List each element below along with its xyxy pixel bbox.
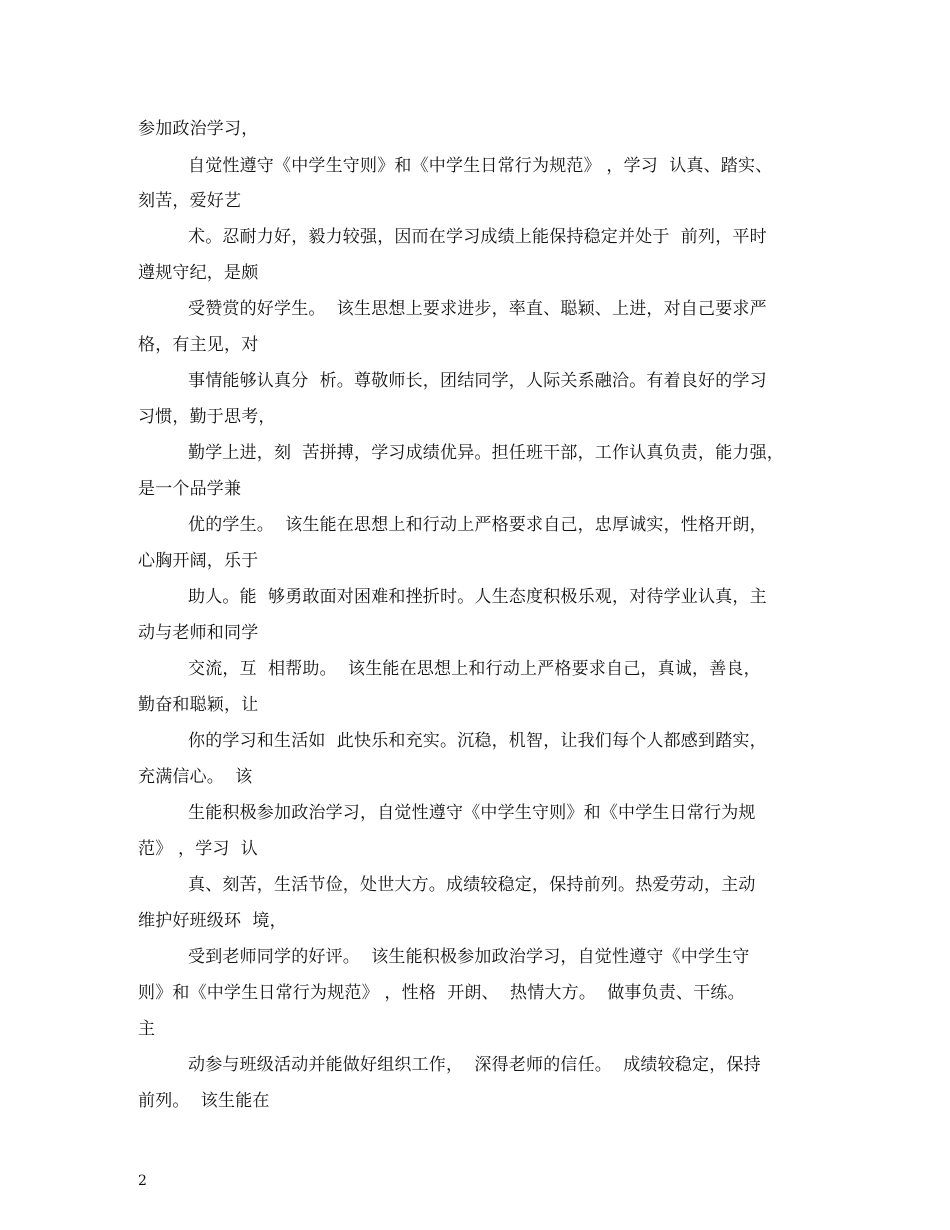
text-line: 习惯，勤于思考，	[138, 407, 276, 427]
text-line: 自觉性遵守《中学生守则》和《中学生日常行为规范》 ，学习 认真、踏实、	[188, 156, 773, 176]
text-line: 交流，互 相帮助。 该生能在思想上和行动上严格要求自己，真诚，善良，	[188, 659, 761, 679]
text-line: 范》 ，学习 认	[138, 839, 259, 859]
text-line: 你的学习和生活如 此快乐和充实。沉稳，机智，让我们每个人都感到踏实，	[188, 731, 767, 751]
text-line: 动与老师和同学	[138, 623, 259, 643]
page-number: 2	[138, 1173, 147, 1189]
text-line: 受赞赏的好学生。 该生思想上要求进步，率直、聪颖、上进，对自己要求严	[188, 299, 767, 319]
text-line: 参加政治学习，	[138, 119, 259, 139]
text-line: 则》和《中学生日常行为规范》 ，性格 开朗、 热情大方。 做事负责、干练。	[138, 983, 745, 1003]
text-line: 刻苦，爱好艺	[138, 191, 242, 211]
text-line: 动参与班级活动并能做好组织工作， 深得老师的信任。 成绩较稳定，保持	[188, 1055, 761, 1075]
text-line: 事情能够认真分 析。尊敬师长，团结同学，人际关系融洽。有着良好的学习	[188, 371, 767, 391]
text-line: 勤奋和聪颖，让	[138, 695, 259, 715]
text-line: 充满信心。 该	[138, 767, 253, 787]
text-line: 维护好班级环 境，	[138, 911, 287, 931]
text-line: 主	[138, 1019, 156, 1039]
text-line: 心胸开阔，乐于	[138, 551, 259, 571]
text-line: 生能积极参加政治学习，自觉性遵守《中学生守则》和《中学生日常行为规	[188, 803, 756, 823]
text-line: 格，有主见，对	[138, 335, 259, 355]
text-line: 助人。能 够勇敢面对困难和挫折时。人生态度积极乐观，对待学业认真，主	[188, 587, 767, 607]
text-line: 前列。 该生能在	[138, 1091, 270, 1111]
text-line: 术。忍耐力好，毅力较强，因而在学习成绩上能保持稳定并处于 前列，平时	[188, 227, 767, 247]
text-line: 勤学上进，刻 苦拼搏，学习成绩优异。担任班干部，工作认真负责，能力强，	[188, 443, 785, 463]
text-line: 受到老师同学的好评。 该生能积极参加政治学习，自觉性遵守《中学生守	[188, 947, 750, 967]
text-line: 是一个品学兼	[138, 479, 242, 499]
text-line: 真、刻苦，生活节俭，处世大方。成绩较稳定，保持前列。热爱劳动，主动	[188, 875, 756, 895]
text-line: 遵规守纪，是颇	[138, 263, 259, 283]
text-line: 优的学生。 该生能在思想上和行动上严格要求自己，忠厚诚实，性格开朗，	[188, 515, 767, 535]
